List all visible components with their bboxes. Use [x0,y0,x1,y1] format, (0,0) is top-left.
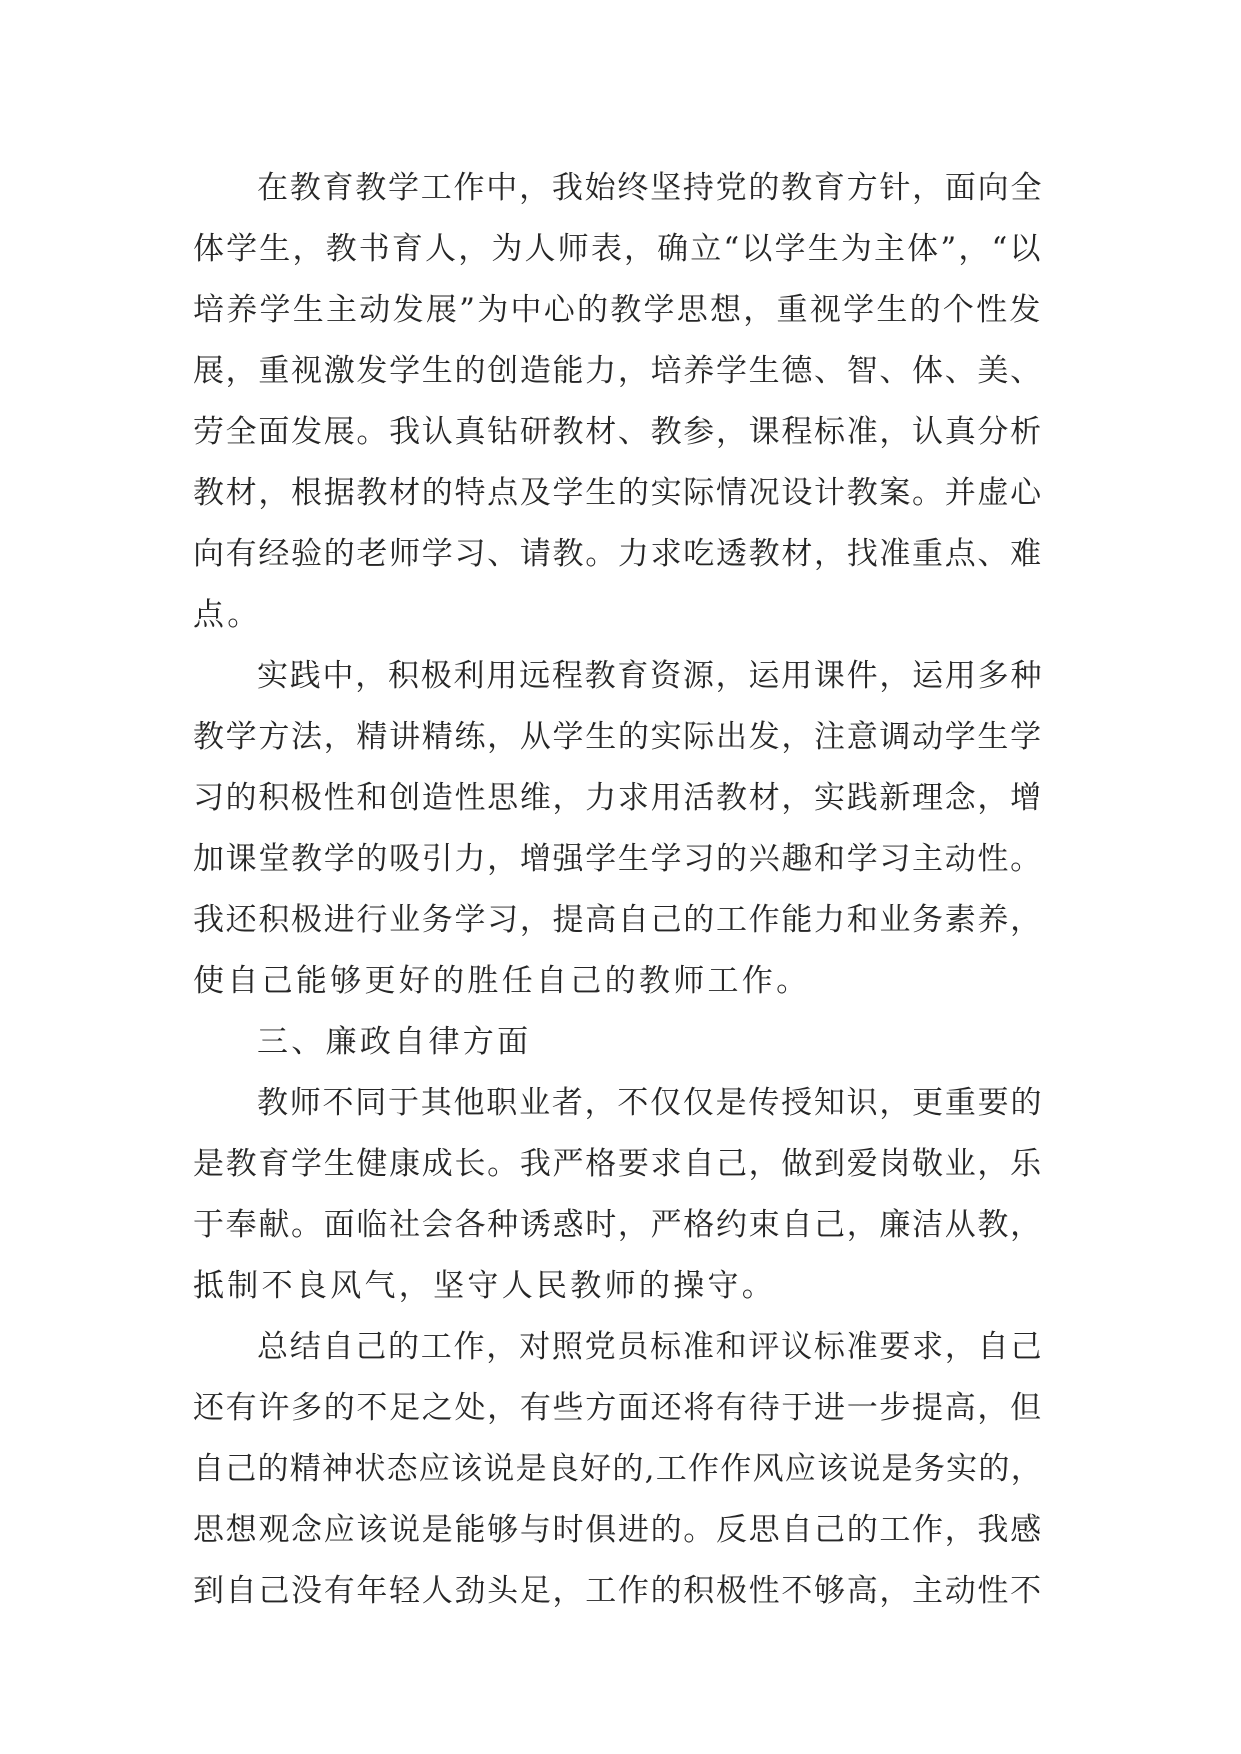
text-line: 自己的精神状态应该说是良好的,工作作风应该说是务实的， [193,1451,1043,1487]
text-line: 加课堂教学的吸引力，增强学生学习的兴趣和学习主动性。 [193,841,1043,877]
text-line: 培养学生主动发展”为中心的教学思想，重视学生的个性发 [193,292,1043,328]
text-line: 实践中，积极利用远程教育资源，运用课件，运用多种 [257,658,1044,694]
text-line: 向有经验的老师学习、请教。力求吃透教材，找准重点、难 [193,536,1043,572]
text-line: 是教育学生健康成长。我严格要求自己，做到爱岗敬业，乐 [193,1146,1043,1182]
text-line: 习的积极性和创造性思维，力求用活教材，实践新理念，增 [193,780,1043,816]
text-line: 教师不同于其他职业者，不仅仅是传授知识，更重要的 [257,1085,1044,1121]
document-body [193,158,1043,1622]
text-line: 点。 [193,597,262,633]
text-line: 三、廉政自律方面 [257,1024,532,1060]
text-line: 抵制不良风气，坚守人民教师的操守。 [193,1268,777,1304]
text-line: 还有许多的不足之处，有些方面还将有待于进一步提高，但 [193,1390,1043,1426]
text-line: 使自己能够更好的胜任自己的教师工作。 [193,963,811,999]
text-line: 劳全面发展。我认真钻研教材、教参，课程标准，认真分析 [193,414,1043,450]
text-line: 教材，根据教材的特点及学生的实际情况设计教案。并虚心 [193,475,1043,511]
text-line: 在教育教学工作中，我始终坚持党的教育方针，面向全 [257,170,1044,206]
text-line: 于奉献。面临社会各种诱惑时，严格约束自己，廉洁从教， [193,1207,1043,1243]
text-line: 展，重视激发学生的创造能力，培养学生德、智、体、美、 [193,353,1043,389]
text-line: 到自己没有年轻人劲头足，工作的积极性不够高，主动性不 [193,1573,1043,1609]
text-line: 总结自己的工作，对照党员标准和评议标准要求，自己 [257,1329,1044,1365]
text-line: 体学生，教书育人，为人师表，确立“以学生为主体”，“以 [193,231,1043,267]
text-line: 我还积极进行业务学习，提高自己的工作能力和业务素养， [193,902,1043,938]
text-line: 思想观念应该说是能够与时俱进的。反思自己的工作，我感 [193,1512,1043,1548]
text-line: 教学方法，精讲精练，从学生的实际出发，注意调动学生学 [193,719,1043,755]
